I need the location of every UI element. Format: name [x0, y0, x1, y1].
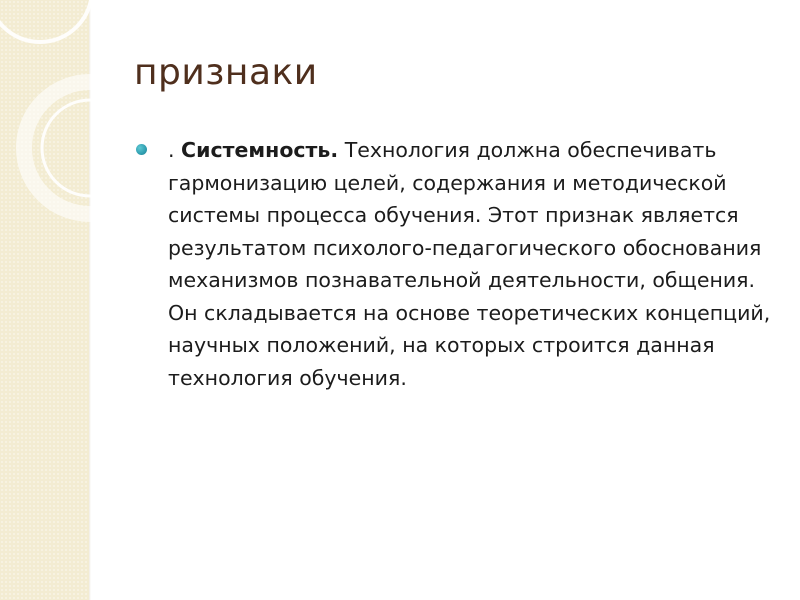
bullet-term: Системность.	[181, 138, 339, 162]
bullet-prefix: .	[168, 138, 182, 162]
round-bullet-icon	[136, 144, 147, 155]
slide-title: признаки	[134, 52, 318, 93]
bullet-text: Технология должна обеспечивать гармонизацию целей, содержания и методической системы процесса обучения. Этот признак является результатом психолого-педагогического обоснования механизмов познавательной деятельности, общения. Он складывается на основе теоретических концепций, научных положений, на которых строится данная технология обучения.	[168, 138, 771, 390]
list-item	[136, 134, 786, 394]
bullet-list	[136, 134, 786, 394]
